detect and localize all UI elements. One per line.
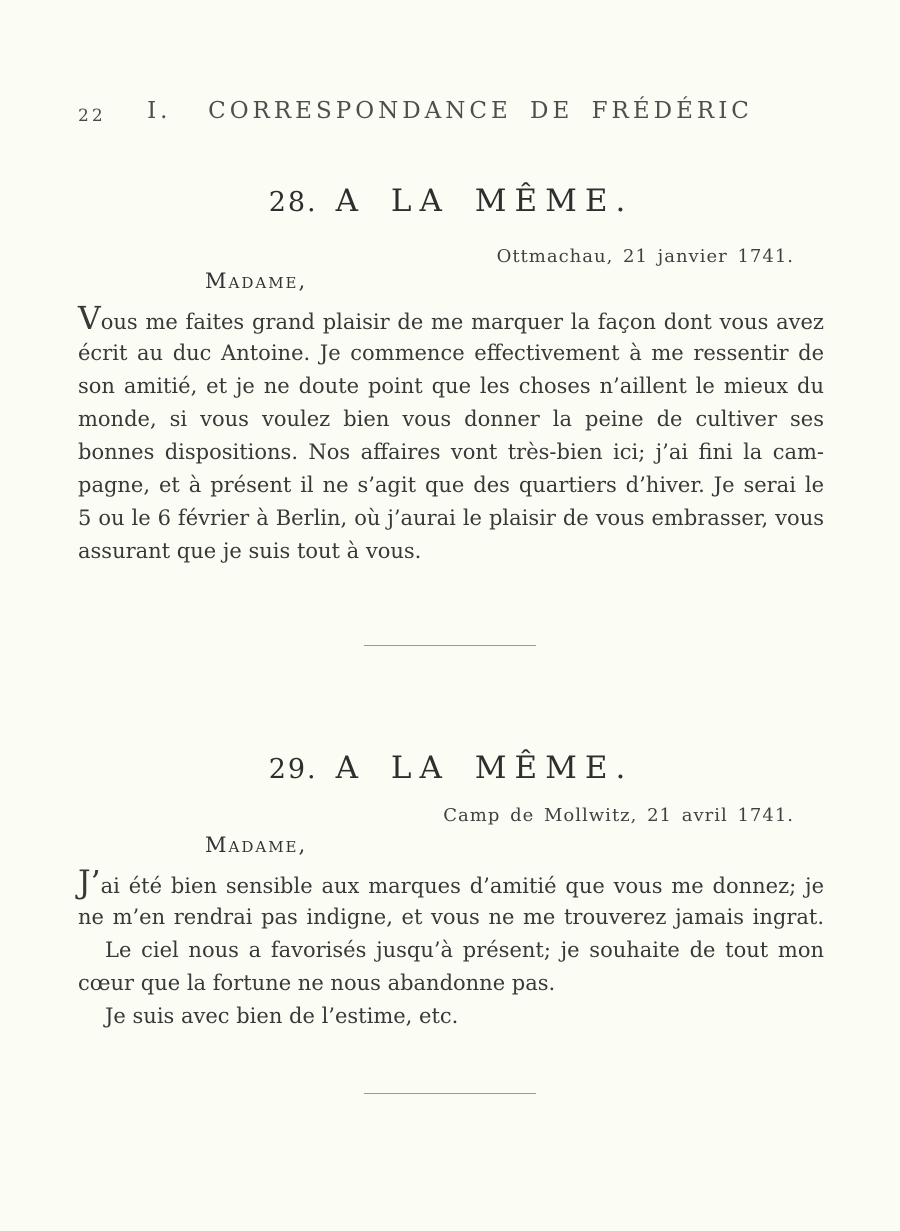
letter-28-salutation: Madame, [205, 269, 308, 293]
text-line: Vous me faites grand plaisir de me marquer la façon dont vous avez [78, 301, 824, 337]
text-line: Le ciel nous a favorisés jusqu’à présent; je souhaite de tout mon [105, 938, 824, 962]
running-title: I. CORRESPONDANCE DE FRÉDÉRIC [147, 98, 753, 124]
letter-29-heading [78, 750, 824, 788]
page-number: 22 [78, 106, 106, 126]
text-line: assurant que je suis tout à vous. [78, 539, 422, 563]
text-line: bonnes dispositions. Nos affaires vont très-bien ici; j’ai fini la cam- [78, 440, 824, 464]
letter-29-body [78, 865, 824, 1033]
text-line: écrit au duc Antoine. Je commence effectivement à me ressentir de [78, 341, 824, 365]
letter-28-number: 28. [268, 187, 318, 218]
letter-28-body [78, 301, 824, 568]
letter-28-heading [78, 183, 824, 221]
letter-28 [78, 183, 824, 568]
letter-28-title: A LA MÊME. [335, 183, 634, 219]
text-line: ne m’en rendrai pas indigne, et vous ne me trouverez jamais ingrat. [78, 905, 824, 929]
text-line: cœur que la fortune ne nous abandonne pas. [78, 971, 556, 995]
letter-29 [78, 750, 824, 1033]
section-divider [364, 645, 536, 646]
section-divider [364, 1093, 536, 1094]
text-line: son amitié, et je ne doute point que les choses n’aillent le mieux du [78, 374, 824, 398]
letter-28-dateline: Ottmachau, 21 janvier 1741. [496, 246, 794, 267]
text-line: 5 ou le 6 février à Berlin, où j’aurai le plaisir de vous embrasser, vous [78, 506, 824, 530]
letter-29-title: A LA MÊME. [335, 750, 634, 786]
text-line: J’ai été bien sensible aux marques d’amitié que vous me donnez; je [78, 865, 824, 901]
text-line: monde, si vous voulez bien vous donner la peine de cultiver ses [78, 407, 824, 431]
letter-29-number: 29. [268, 754, 318, 785]
text-line: Je suis avec bien de l’estime, etc. [105, 1004, 459, 1028]
letter-29-dateline: Camp de Mollwitz, 21 avril 1741. [443, 805, 794, 826]
text-line: pagne, et à présent il ne s’agit que des quartiers d’hiver. Je serai le [78, 473, 824, 497]
letter-29-salutation: Madame, [205, 833, 308, 857]
